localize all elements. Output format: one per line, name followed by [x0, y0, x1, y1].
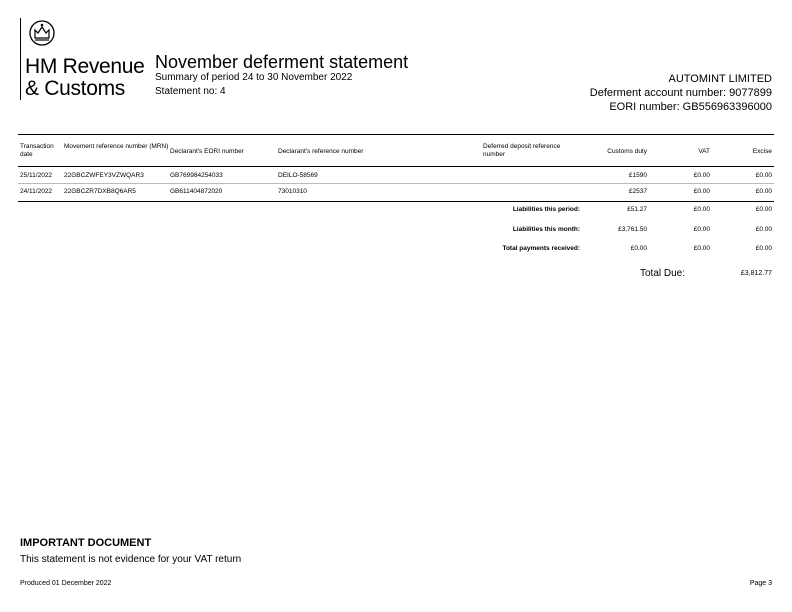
deferment-account: Deferment account number: 9077899	[589, 87, 772, 99]
col-header-vat: VAT	[698, 148, 710, 155]
col-header-date: Transaction date	[20, 143, 54, 158]
statement-title: November deferment statement	[155, 52, 409, 72]
vat-note: This statement is not evidence for your VAT return	[20, 554, 242, 565]
row-1-mrn: 22GBCZWFEY3VZWQAR3	[64, 172, 144, 179]
table-top-rule	[18, 134, 774, 135]
royal-crest-icon	[28, 18, 56, 48]
produced-date: Produced 01 December 2022	[20, 580, 112, 587]
col-header-excise: Excise	[752, 148, 772, 155]
total-due-label: Total Due:	[640, 268, 686, 279]
statement-number: Statement no: 4	[155, 86, 226, 97]
col-header-eori: Declarant's EORI number	[170, 148, 244, 155]
important-heading: IMPORTANT DOCUMENT	[20, 537, 152, 549]
row-2-vat: £0.00	[693, 188, 710, 195]
row-1-vat: £0.00	[693, 172, 710, 179]
row-2-mrn: 22GBCZR7DXB8Q6AR5	[64, 188, 136, 195]
summary-month-customs: £3,761.50	[618, 226, 647, 233]
summary-period-excise: £0.00	[755, 206, 772, 213]
row-1-eori: GB769984254033	[170, 172, 223, 179]
summary-payments-vat: £0.00	[693, 245, 710, 252]
summary-payments-excise: £0.00	[755, 245, 772, 252]
row-2-excise: £0.00	[755, 188, 772, 195]
company-name: AUTOMINT LIMITED	[668, 73, 772, 85]
org-line-2: & Customs	[25, 77, 125, 100]
header-bottom-rule	[18, 166, 774, 167]
row-divider	[18, 183, 774, 184]
eori-number: EORI number: GB556963396000	[609, 101, 772, 113]
row-2-date: 24/11/2022	[20, 188, 53, 195]
summary-payments-label: Total payments received:	[502, 245, 580, 252]
row-1-ref: DEILO-58569	[278, 172, 318, 179]
period-summary: Summary of period 24 to 30 November 2022	[155, 72, 353, 83]
page-number: Page 3	[749, 580, 772, 587]
row-1-excise: £0.00	[755, 172, 772, 179]
row-2-ref: 73010310	[278, 188, 307, 195]
col-header-customs: Customs duty	[607, 148, 647, 155]
org-line-1: HM Revenue	[25, 55, 145, 78]
total-due-value: £3,812.77	[740, 270, 772, 277]
logo-divider	[20, 18, 21, 100]
summary-period-vat: £0.00	[693, 206, 710, 213]
row-1-date: 25/11/2022	[20, 172, 53, 179]
summary-period-label: Liabilities this period:	[512, 206, 580, 213]
col-header-mrn: Movement reference number (MRN)	[64, 143, 169, 150]
col-header-ref: Declarant's reference number	[278, 148, 364, 155]
row-2-eori: GB611404872020	[170, 188, 223, 195]
summary-period-customs: £51.27	[627, 206, 647, 213]
summary-month-vat: £0.00	[693, 226, 710, 233]
summary-month-excise: £0.00	[755, 226, 772, 233]
summary-payments-customs: £0.00	[630, 245, 647, 252]
org-name	[25, 56, 145, 100]
rows-bottom-rule	[18, 201, 774, 202]
row-1-customs: £1590	[628, 172, 647, 179]
col-header-deposit: Deferred deposit reference number	[483, 143, 561, 158]
row-2-customs: £2537	[628, 188, 647, 195]
summary-month-label: Liabilities this month:	[512, 226, 580, 233]
